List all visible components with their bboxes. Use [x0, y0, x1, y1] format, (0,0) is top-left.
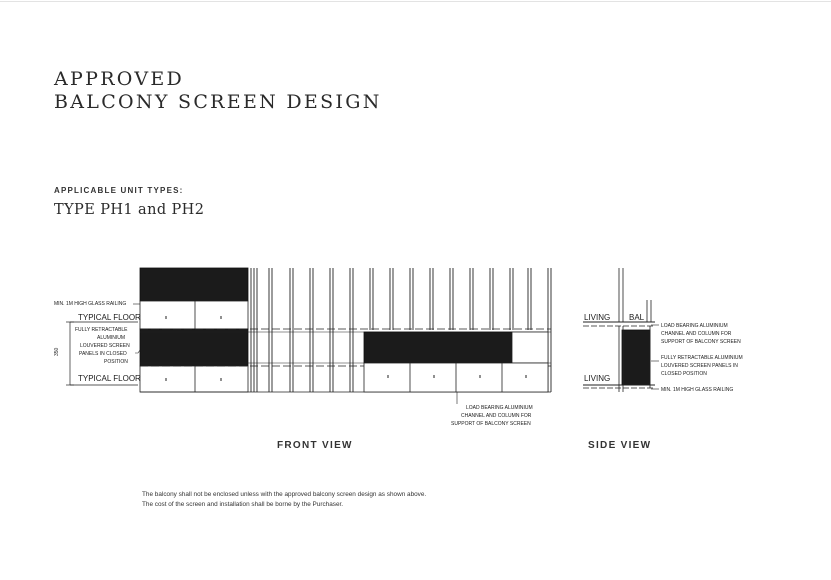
- front-band-upper: [140, 301, 248, 329]
- footnote: [142, 490, 426, 510]
- front-label-dimension: 350: [54, 347, 60, 356]
- front-label-load-bearing-line-2: CHANNEL AND COLUMN FOR: [461, 413, 532, 419]
- side-view-labels: [584, 313, 743, 393]
- front-label-load-bearing-line-1: LOAD BEARING ALUMINIUM: [466, 405, 533, 411]
- side-label-glass-railing: MIN. 1M HIGH GLASS RAILING: [661, 387, 734, 393]
- front-label-screen-line-4: PANELS IN CLOSED: [79, 351, 127, 357]
- side-label-screen-line-3: CLOSED POSITION: [661, 371, 707, 377]
- front-label-screen-line-2: ALUMINIUM: [97, 335, 126, 341]
- side-label-load-bearing-line-1: LOAD BEARING ALUMINIUM: [661, 323, 728, 329]
- front-label-screen-line-1: FULLY RETRACTABLE: [75, 327, 128, 333]
- front-view-caption: FRONT VIEW: [277, 440, 353, 451]
- side-label-bal: BAL: [629, 313, 645, 322]
- front-label-typical-floor-bottom: TYPICAL FLOOR: [78, 374, 141, 383]
- front-glass-railing-upper: [140, 268, 248, 301]
- side-label-living-top: LIVING: [584, 313, 611, 322]
- side-view-caption: SIDE VIEW: [588, 440, 652, 451]
- side-label-load-bearing-line-2: CHANNEL AND COLUMN FOR: [661, 331, 732, 337]
- front-screen-closed-left: [140, 329, 248, 366]
- side-screen-closed: [622, 330, 650, 385]
- front-band-lower: [140, 366, 248, 392]
- front-label-typical-floor-top: TYPICAL FLOOR: [78, 313, 141, 322]
- title-line-2: BALCONY SCREEN DESIGN: [54, 91, 382, 113]
- front-screen-closed-right: [364, 332, 512, 363]
- side-label-load-bearing-line-3: SUPPORT OF BALCONY SCREEN: [661, 339, 741, 345]
- title-line-1: APPROVED: [54, 68, 185, 90]
- front-label-screen-line-5: POSITION: [104, 359, 128, 365]
- unit-types: TYPE PH1 and PH2: [54, 202, 205, 218]
- front-label-glass-railing: MIN. 1M HIGH GLASS RAILING: [54, 301, 127, 307]
- applicable-unit-types-heading: APPLICABLE UNIT TYPES:: [54, 186, 184, 195]
- footnote-line-2: The cost of the screen and installation shall be borne by the Purchaser.: [142, 501, 344, 508]
- side-label-screen-line-1: FULLY RETRACTABLE ALUMINIUM: [661, 355, 743, 361]
- side-label-living-bottom: LIVING: [584, 374, 611, 383]
- front-label-load-bearing-line-3: SUPPORT OF BALCONY SCREEN: [451, 421, 531, 427]
- footnote-line-1: The balcony shall not be enclosed unless with the approved balcony screen design as shown above.: [142, 491, 427, 498]
- front-label-screen-line-3: LOUVERED SCREEN: [80, 343, 130, 349]
- side-label-screen-line-2: LOUVERED SCREEN PANELS IN: [661, 363, 738, 369]
- front-view-drawing: [66, 268, 551, 404]
